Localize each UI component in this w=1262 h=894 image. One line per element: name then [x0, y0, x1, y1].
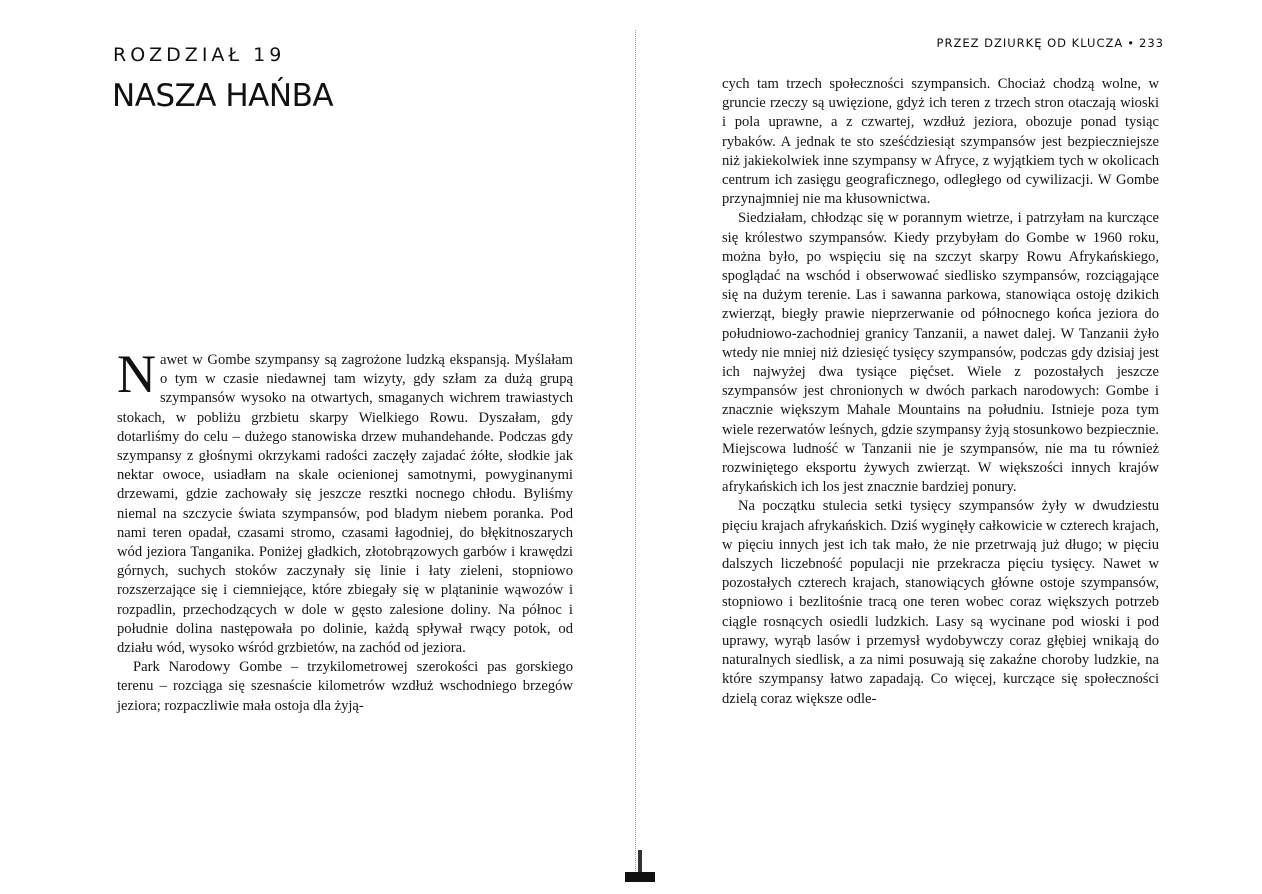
chapter-title: NASZA HAŃBA	[112, 78, 334, 114]
right-body-text	[722, 75, 1159, 709]
running-head	[937, 36, 1164, 50]
paragraph-text: awet w Gombe szympansy są zagrożone ludzką ekspansją. Myślałam o tym w czasie niedawnej tam wizyty, gdy szłam za dużą grupą szympansów wysoko na otwartych, smaganych wichrem trawiastych stokach, w pobliżu grzbietu skarpy Wielkiego Rowu. Dyszałam, gdy dotarliśmy do celu – dużego stanowiska drzew muhandehande. Podczas gdy szympansy z głośnymi okrzykami radości zaczęły zajadać żółte, słodkie jak nektar owoce, usiadłam na skale ocienionej samotnymi, powyginanymi drzewami, gdzie zachowały się jeszcze resztki nocnego chłodu. Byliśmy niemal na szczycie świata szympansów, pod bladym niebem poranka. Pod nami teren opadał, czasami stromo, czasami łagodniej, do błękitnoszarych wód jeziora Tanganika. Poniżej gładkich, złotobrązowych garbów i krawędzi górnych, suchych stoków zaczynały się linie i łaty zieleni, stopniowo rozszerzające się i ciemniejące, które zbiegały się w plątaninie wąwozów i rozpadlin, przechodzących w dole w gęsto zalesione doliny. Na północ i południe dolina następowała po dolinie, każdą spływał rwący potok, od działu wód, wysoko wśród grzbietów, na zachód od jeziora.	[117, 352, 573, 657]
chapter-label: ROZDZIAŁ 19	[113, 44, 286, 66]
right-page	[640, 0, 1262, 894]
paragraph: cych tam trzech społeczności szympansich. Chociaż chodzą wolne, w gruncie rzeczy są uwięzione, gdyż ich teren z trzech stron otaczają wioski i pola uprawne, a z czwartej, wzdłuż jeziora, obozuje ponad tysiąc rybaków. A jednak te sto sześćdziesiąt szympansów jest bezpieczniejsze niż jakiekolwiek inne szympansy w Afryce, z wyjątkiem tych w okolicach centrum ich zasięgu geograficznego, odległego od cywilizacji. W Gombe przynajmniej nie ma kłusownictwa.	[722, 76, 1159, 208]
running-head-title: PRZEZ DZIURKĘ OD KLUCZA	[936, 36, 1124, 50]
running-head-separator: •	[1127, 36, 1136, 50]
paragraph: Park Narodowy Gombe – trzykilometrowej szerokości pas gorskiego terenu – rozciąga się szesnaście kilometrów wzdłuż wschodniego brzegów jeziora; rozpaczliwie mała ostoja dla żyją-	[117, 659, 573, 714]
left-body-text	[117, 344, 573, 716]
paragraph: Siedziałam, chłodząc się w porannym wietrze, i patrzyłam na kurczące się królestwo szympansów. Kiedy przybyłam do Gombe w 1960 roku, można było, po wspięciu się na szczyt skarpy Rowu Afrykańskiego, spoglądać na wschód i obserwować siedlisko szympansów, rozciągające się na dużym terenie. Las i sawanna parkowa, stanowiąca ostoję dzikich zwierząt, biegły prawie nieprzerwanie od północnego końca jeziora do południowo-zachodniej granicy Tanzanii, a nawet dalej. W Tanzanii żyło wtedy nie mniej niż dziesięć tysięcy szympansów, podczas gdy dzisiaj jest ich najwyżej dwa tysiące pięćset. Wiele z pozostałych jeszcze szympansów jest chronionych w dwóch parkach narodowych: Gombe i znacznie większym Mahale Mountains na południu. Istnieje poza tym wiele rezerwatów leśnych, gdzie szympansy żyją stosunkowo bezpiecznie. Miejscowa ludność w Tanzanii nie je szympansów, nie ma tu również rozwiniętego eksportu żywych zwierząt. W większości innych krajów afrykańskich ich los jest znacznie bardziej ponury.	[722, 210, 1159, 496]
paragraph: Na początku stulecia setki tysięcy szympansów żyły w dwudziestu pięciu krajach afrykańskich. Dziś wyginęły całkowicie w czterech krajach, w pięciu innych jest ich tak mało, że nie przetrwają już długo; w pięciu dalszych liczebność populacji nie przekracza pięciu tysięcy. Nawet w pozostałych czterech krajach, stanowiących główne ostoje szympansów, stopniowo i bezlitośnie tracą one teren wobec coraz większych potrzeb ciągle rosnących osiedli ludzkich. Lasy są wycinane pod wioski i pod uprawy, wyrąb lasów i przemysł wydobywczy coraz głębiej wnikają do naturalnych siedlisk, a za nimi posuwają się zakaźne choroby ludzkie, na które szympansy łatwo zapadają. Co więcej, kurczące się społeczności dzielą coraz większe odle-	[722, 498, 1159, 707]
left-page	[0, 0, 630, 894]
paragraph	[117, 344, 573, 658]
drop-cap: N	[117, 344, 156, 404]
book-gutter	[635, 30, 638, 875]
page-number: 233	[1139, 36, 1164, 50]
